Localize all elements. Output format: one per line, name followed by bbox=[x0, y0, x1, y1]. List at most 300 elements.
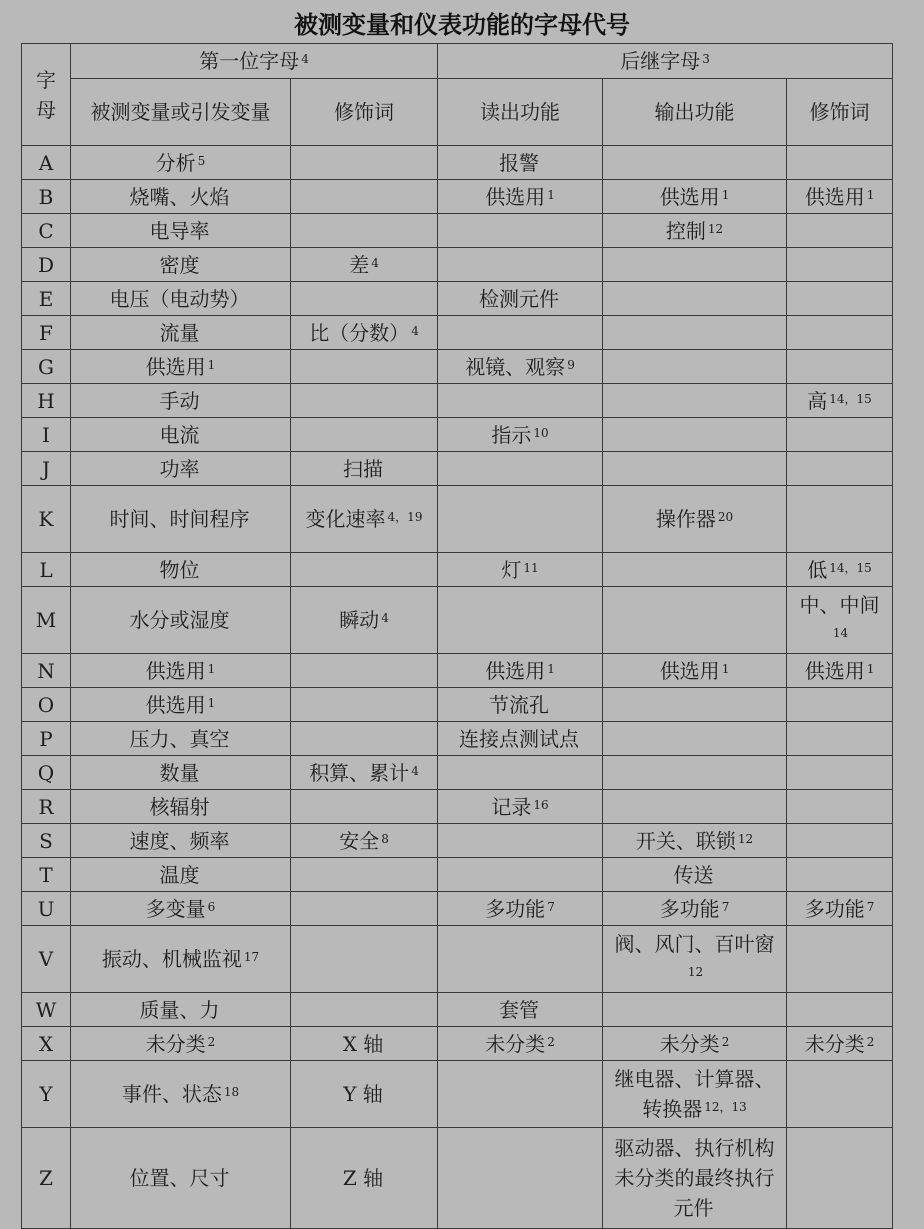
cell-text: 检测元件 bbox=[479, 286, 560, 311]
cell-modifier2 bbox=[787, 282, 893, 316]
cell-output bbox=[603, 1128, 787, 1229]
row-letter: T bbox=[22, 858, 71, 892]
cell-modifier bbox=[291, 282, 438, 316]
cell-measured-variable bbox=[71, 452, 291, 486]
cell-footnote: 2 bbox=[866, 1034, 875, 1049]
cell-output bbox=[603, 722, 787, 756]
cell-measured-variable bbox=[71, 214, 291, 248]
cell-text: 振动、机械监视 bbox=[101, 947, 242, 971]
cell-footnote: 16 bbox=[533, 797, 549, 812]
row-letter: W bbox=[22, 993, 71, 1027]
cell-readout bbox=[438, 1128, 603, 1229]
cell-readout bbox=[438, 486, 603, 553]
cell-modifier2 bbox=[787, 1027, 893, 1061]
cell-readout bbox=[438, 1061, 603, 1128]
cell-text: 报警 bbox=[499, 150, 540, 175]
header-succeeding-text: 后继字母 bbox=[620, 49, 701, 73]
cell-text: 驱动器、执行机构未分类的最终执行元件 bbox=[614, 1136, 775, 1220]
cell-modifier bbox=[291, 350, 438, 384]
document-title: 被测变量和仪表功能的字母代号 bbox=[294, 11, 630, 39]
cell-text: 瞬动 bbox=[339, 608, 380, 632]
cell-readout bbox=[438, 993, 603, 1027]
row-letter: N bbox=[22, 654, 71, 688]
header-letter-text: 字母 bbox=[36, 67, 56, 122]
cell-footnote: 6 bbox=[207, 899, 216, 914]
cell-modifier bbox=[291, 214, 438, 248]
cell-text: 事件、状态 bbox=[121, 1082, 222, 1106]
cell-output bbox=[603, 146, 787, 180]
cell-output bbox=[603, 418, 787, 452]
cell-readout bbox=[438, 654, 603, 688]
cell-readout bbox=[438, 452, 603, 486]
cell-text: 物位 bbox=[159, 557, 200, 582]
cell-text: 功率 bbox=[159, 456, 200, 481]
cell-modifier2 bbox=[787, 790, 893, 824]
cell-modifier2 bbox=[787, 316, 893, 350]
cell-modifier2 bbox=[787, 824, 893, 858]
header-succeeding bbox=[438, 44, 893, 79]
cell-measured-variable bbox=[71, 180, 291, 214]
cell-output bbox=[603, 587, 787, 654]
cell-text: 套管 bbox=[499, 997, 540, 1022]
table-row bbox=[22, 384, 893, 418]
cell-modifier2 bbox=[787, 722, 893, 756]
row-letter: S bbox=[22, 824, 71, 858]
cell-footnote: 2 bbox=[721, 1034, 730, 1049]
cell-measured-variable bbox=[71, 1128, 291, 1229]
cell-text: 供选用 bbox=[804, 658, 865, 683]
cell-text: X 轴 bbox=[342, 1031, 384, 1056]
cell-footnote: 1 bbox=[866, 661, 875, 676]
cell-output bbox=[603, 486, 787, 553]
cell-text: 差 bbox=[349, 252, 370, 277]
row-letter: Q bbox=[22, 756, 71, 790]
cell-footnote: 4 bbox=[411, 323, 419, 338]
table-row bbox=[22, 1061, 893, 1128]
cell-text: 未分类 bbox=[659, 1031, 720, 1056]
cell-footnote: 4 bbox=[371, 255, 379, 270]
cell-text: 控制 bbox=[665, 218, 706, 243]
cell-measured-variable bbox=[71, 418, 291, 452]
cell-text: 电流 bbox=[159, 422, 200, 447]
header-readout: 读出功能 bbox=[438, 79, 603, 146]
cell-output bbox=[603, 452, 787, 486]
cell-footnote: 4 bbox=[411, 763, 419, 778]
cell-modifier2 bbox=[787, 926, 893, 993]
header-row-1 bbox=[22, 44, 893, 79]
cell-output bbox=[603, 858, 787, 892]
cell-output bbox=[603, 282, 787, 316]
table-row bbox=[22, 858, 893, 892]
table-row bbox=[22, 587, 893, 654]
cell-footnote: 4，19 bbox=[387, 510, 423, 524]
cell-footnote: 9 bbox=[567, 357, 575, 372]
cell-text: 流量 bbox=[159, 320, 200, 345]
cell-footnote: 1 bbox=[721, 661, 730, 676]
cell-output bbox=[603, 1061, 787, 1128]
cell-readout bbox=[438, 282, 603, 316]
cell-footnote: 1 bbox=[207, 357, 216, 372]
table-row bbox=[22, 553, 893, 587]
row-letter: E bbox=[22, 282, 71, 316]
cell-readout bbox=[438, 248, 603, 282]
cell-text: 分析 bbox=[155, 150, 196, 175]
cell-output bbox=[603, 180, 787, 214]
cell-footnote: 12 bbox=[687, 965, 704, 979]
cell-footnote: 10 bbox=[533, 425, 549, 440]
row-letter: X bbox=[22, 1027, 71, 1061]
header-first-letter-text: 第一位字母 bbox=[199, 49, 300, 73]
cell-text: 传送 bbox=[673, 862, 714, 887]
cell-readout bbox=[438, 1027, 603, 1061]
cell-text: 核辐射 bbox=[149, 794, 210, 819]
cell-readout bbox=[438, 858, 603, 892]
cell-modifier2 bbox=[787, 180, 893, 214]
table-row bbox=[22, 350, 893, 384]
cell-modifier2 bbox=[787, 892, 893, 926]
cell-footnote: 12，13 bbox=[704, 1100, 747, 1114]
cell-text: 电导率 bbox=[149, 218, 210, 243]
table-body bbox=[22, 44, 893, 1229]
cell-readout bbox=[438, 587, 603, 654]
cell-readout bbox=[438, 214, 603, 248]
cell-modifier bbox=[291, 248, 438, 282]
row-letter: I bbox=[22, 418, 71, 452]
cell-footnote: 4 bbox=[381, 611, 389, 625]
cell-modifier2 bbox=[787, 350, 893, 384]
table-row bbox=[22, 993, 893, 1027]
cell-modifier bbox=[291, 824, 438, 858]
cell-readout bbox=[438, 688, 603, 722]
cell-modifier bbox=[291, 316, 438, 350]
cell-modifier2 bbox=[787, 418, 893, 452]
cell-modifier2 bbox=[787, 452, 893, 486]
header-modifier2: 修饰词 bbox=[787, 79, 893, 146]
cell-footnote: 1 bbox=[207, 695, 216, 710]
cell-output bbox=[603, 316, 787, 350]
table-row bbox=[22, 214, 893, 248]
cell-modifier2 bbox=[787, 486, 893, 553]
cell-output bbox=[603, 350, 787, 384]
cell-footnote: 1 bbox=[721, 187, 730, 202]
cell-modifier2 bbox=[787, 248, 893, 282]
cell-modifier bbox=[291, 756, 438, 790]
cell-measured-variable bbox=[71, 553, 291, 587]
cell-modifier bbox=[291, 688, 438, 722]
cell-readout bbox=[438, 180, 603, 214]
cell-text: 供选用 bbox=[145, 354, 206, 379]
cell-text: 多功能 bbox=[804, 896, 865, 921]
cell-text: 烧嘴、火焰 bbox=[129, 184, 230, 209]
cell-measured-variable bbox=[71, 926, 291, 993]
cell-modifier2 bbox=[787, 993, 893, 1027]
table-row bbox=[22, 926, 893, 993]
cell-readout bbox=[438, 553, 603, 587]
cell-text: 连接点测试点 bbox=[459, 726, 580, 751]
table-row bbox=[22, 146, 893, 180]
cell-measured-variable bbox=[71, 1027, 291, 1061]
cell-output bbox=[603, 384, 787, 418]
cell-readout bbox=[438, 722, 603, 756]
cell-output bbox=[603, 214, 787, 248]
cell-footnote: 18 bbox=[223, 1085, 240, 1099]
cell-text: 压力、真空 bbox=[129, 726, 230, 751]
cell-measured-variable bbox=[71, 384, 291, 418]
cell-text: 操作器 bbox=[655, 507, 716, 531]
cell-measured-variable bbox=[71, 486, 291, 553]
cell-footnote: 2 bbox=[547, 1034, 555, 1049]
cell-modifier bbox=[291, 1061, 438, 1128]
cell-text: 节流孔 bbox=[489, 692, 550, 717]
row-letter: J bbox=[22, 452, 71, 486]
cell-measured-variable bbox=[71, 654, 291, 688]
row-letter: U bbox=[22, 892, 71, 926]
cell-text: 未分类 bbox=[485, 1031, 546, 1056]
cell-readout bbox=[438, 756, 603, 790]
cell-text: 视镜、观察 bbox=[465, 354, 566, 379]
cell-footnote: 1 bbox=[866, 187, 875, 202]
cell-output bbox=[603, 654, 787, 688]
cell-modifier2 bbox=[787, 146, 893, 180]
cell-text: 低 bbox=[807, 557, 828, 582]
cell-text: 积算、累计 bbox=[309, 760, 410, 785]
row-letter: C bbox=[22, 214, 71, 248]
cell-footnote: 2 bbox=[207, 1034, 216, 1049]
cell-measured-variable bbox=[71, 316, 291, 350]
cell-modifier bbox=[291, 926, 438, 993]
cell-readout bbox=[438, 316, 603, 350]
cell-measured-variable bbox=[71, 350, 291, 384]
cell-modifier bbox=[291, 146, 438, 180]
cell-output bbox=[603, 688, 787, 722]
row-letter: M bbox=[22, 587, 71, 654]
cell-text: 密度 bbox=[159, 252, 200, 277]
cell-modifier bbox=[291, 1027, 438, 1061]
row-letter: B bbox=[22, 180, 71, 214]
cell-modifier bbox=[291, 654, 438, 688]
cell-modifier bbox=[291, 418, 438, 452]
cell-output bbox=[603, 1027, 787, 1061]
cell-footnote: 11 bbox=[523, 560, 539, 575]
letter-code-table bbox=[21, 43, 893, 1229]
table-row bbox=[22, 1128, 893, 1229]
table-row bbox=[22, 654, 893, 688]
cell-modifier bbox=[291, 1128, 438, 1229]
header-output: 输出功能 bbox=[603, 79, 787, 146]
cell-modifier2 bbox=[787, 858, 893, 892]
cell-text: 水分或湿度 bbox=[129, 608, 230, 632]
cell-measured-variable bbox=[71, 892, 291, 926]
cell-text: Z 轴 bbox=[342, 1166, 384, 1190]
cell-readout bbox=[438, 146, 603, 180]
cell-modifier bbox=[291, 790, 438, 824]
cell-footnote: 7 bbox=[866, 899, 875, 914]
cell-modifier bbox=[291, 993, 438, 1027]
cell-modifier bbox=[291, 486, 438, 553]
table-row bbox=[22, 824, 893, 858]
cell-modifier bbox=[291, 722, 438, 756]
row-letter: P bbox=[22, 722, 71, 756]
cell-footnote: 14，15 bbox=[829, 391, 872, 406]
row-letter: F bbox=[22, 316, 71, 350]
table-row bbox=[22, 688, 893, 722]
table-row bbox=[22, 722, 893, 756]
table-row bbox=[22, 486, 893, 553]
table-row bbox=[22, 790, 893, 824]
cell-footnote: 1 bbox=[207, 661, 216, 676]
cell-footnote: 14，15 bbox=[829, 560, 872, 575]
cell-output bbox=[603, 248, 787, 282]
cell-text: 电压（电动势） bbox=[109, 286, 250, 311]
cell-footnote: 7 bbox=[721, 899, 730, 914]
cell-footnote: 5 bbox=[197, 153, 206, 168]
cell-footnote: 20 bbox=[717, 510, 734, 524]
header-measured-variable: 被测变量或引发变量 bbox=[71, 79, 291, 146]
cell-text: 多变量 bbox=[145, 896, 206, 921]
cell-modifier2 bbox=[787, 756, 893, 790]
cell-footnote: 7 bbox=[547, 899, 555, 914]
cell-measured-variable bbox=[71, 858, 291, 892]
cell-text: 中、中间 bbox=[799, 593, 880, 617]
table-row bbox=[22, 1027, 893, 1061]
cell-text: 多功能 bbox=[485, 896, 546, 921]
cell-modifier2 bbox=[787, 214, 893, 248]
cell-modifier2 bbox=[787, 587, 893, 654]
cell-footnote: 12 bbox=[707, 221, 724, 236]
cell-readout bbox=[438, 892, 603, 926]
header-row-2 bbox=[22, 79, 893, 146]
cell-text: 数量 bbox=[159, 760, 200, 785]
cell-footnote: 8 bbox=[381, 831, 389, 846]
cell-text: 温度 bbox=[159, 862, 200, 887]
cell-text: 未分类 bbox=[145, 1031, 206, 1056]
cell-modifier bbox=[291, 858, 438, 892]
cell-text: 供选用 bbox=[145, 658, 206, 683]
cell-output bbox=[603, 756, 787, 790]
cell-footnote: 17 bbox=[243, 950, 260, 964]
cell-modifier bbox=[291, 384, 438, 418]
cell-measured-variable bbox=[71, 824, 291, 858]
row-letter: Z bbox=[22, 1128, 71, 1229]
row-letter: H bbox=[22, 384, 71, 418]
cell-output bbox=[603, 553, 787, 587]
cell-modifier2 bbox=[787, 1128, 893, 1229]
row-letter: A bbox=[22, 146, 71, 180]
cell-text: 记录 bbox=[491, 794, 532, 819]
cell-text: 时间、时间程序 bbox=[109, 507, 250, 531]
header-letter bbox=[22, 44, 71, 146]
cell-measured-variable bbox=[71, 756, 291, 790]
cell-text: 多功能 bbox=[659, 896, 720, 921]
header-first-letter-sup: 4 bbox=[301, 52, 309, 66]
cell-text: 指示 bbox=[491, 422, 532, 447]
cell-modifier2 bbox=[787, 688, 893, 722]
cell-measured-variable bbox=[71, 688, 291, 722]
cell-modifier bbox=[291, 452, 438, 486]
cell-modifier2 bbox=[787, 1061, 893, 1128]
row-letter: D bbox=[22, 248, 71, 282]
cell-footnote: 1 bbox=[547, 661, 555, 676]
cell-text: 供选用 bbox=[145, 692, 206, 717]
table-row bbox=[22, 282, 893, 316]
table-row bbox=[22, 452, 893, 486]
cell-measured-variable bbox=[71, 282, 291, 316]
cell-modifier bbox=[291, 892, 438, 926]
row-letter: Y bbox=[22, 1061, 71, 1128]
cell-readout bbox=[438, 418, 603, 452]
cell-text: 高 bbox=[807, 388, 828, 413]
header-succeeding-sup: 3 bbox=[702, 52, 710, 66]
cell-text: 供选用 bbox=[485, 658, 546, 683]
cell-measured-variable bbox=[71, 248, 291, 282]
row-letter: G bbox=[22, 350, 71, 384]
cell-measured-variable bbox=[71, 146, 291, 180]
cell-output bbox=[603, 824, 787, 858]
cell-modifier2 bbox=[787, 384, 893, 418]
cell-text: 供选用 bbox=[659, 184, 720, 209]
cell-modifier2 bbox=[787, 553, 893, 587]
cell-footnote: 14 bbox=[832, 626, 849, 640]
cell-readout bbox=[438, 384, 603, 418]
cell-text: 手动 bbox=[159, 388, 200, 413]
cell-readout bbox=[438, 350, 603, 384]
cell-output bbox=[603, 790, 787, 824]
row-letter: O bbox=[22, 688, 71, 722]
table-row bbox=[22, 418, 893, 452]
cell-modifier bbox=[291, 587, 438, 654]
table-row bbox=[22, 756, 893, 790]
cell-output bbox=[603, 892, 787, 926]
cell-output bbox=[603, 926, 787, 993]
row-letter: V bbox=[22, 926, 71, 993]
table-row bbox=[22, 316, 893, 350]
cell-text: 供选用 bbox=[804, 184, 865, 209]
cell-output bbox=[603, 993, 787, 1027]
cell-readout bbox=[438, 790, 603, 824]
row-letter: K bbox=[22, 486, 71, 553]
header-modifier: 修饰词 bbox=[291, 79, 438, 146]
cell-text: 扫描 bbox=[343, 456, 383, 481]
cell-modifier bbox=[291, 180, 438, 214]
cell-text: 灯 bbox=[501, 557, 522, 582]
cell-modifier bbox=[291, 553, 438, 587]
cell-measured-variable bbox=[71, 790, 291, 824]
cell-measured-variable bbox=[71, 1061, 291, 1128]
cell-text: 阀、风门、百叶窗 bbox=[614, 932, 775, 956]
header-first-letter bbox=[71, 44, 438, 79]
cell-text: 位置、尺寸 bbox=[129, 1166, 230, 1190]
cell-text: 供选用 bbox=[485, 184, 546, 209]
cell-text: 变化速率 bbox=[305, 507, 386, 531]
cell-text: 速度、频率 bbox=[129, 828, 230, 853]
cell-measured-variable bbox=[71, 587, 291, 654]
table-row bbox=[22, 892, 893, 926]
table-row bbox=[22, 248, 893, 282]
cell-measured-variable bbox=[71, 722, 291, 756]
cell-text: Y 轴 bbox=[343, 1082, 383, 1106]
cell-readout bbox=[438, 824, 603, 858]
cell-modifier2 bbox=[787, 654, 893, 688]
table-row bbox=[22, 180, 893, 214]
cell-text: 质量、力 bbox=[139, 997, 220, 1022]
cell-readout bbox=[438, 926, 603, 993]
cell-text: 比（分数） bbox=[309, 320, 410, 345]
cell-text: 未分类 bbox=[804, 1031, 865, 1056]
cell-text: 开关、联锁 bbox=[635, 828, 736, 853]
cell-footnote: 12 bbox=[737, 831, 754, 846]
row-letter: L bbox=[22, 553, 71, 587]
cell-footnote: 1 bbox=[547, 187, 555, 202]
